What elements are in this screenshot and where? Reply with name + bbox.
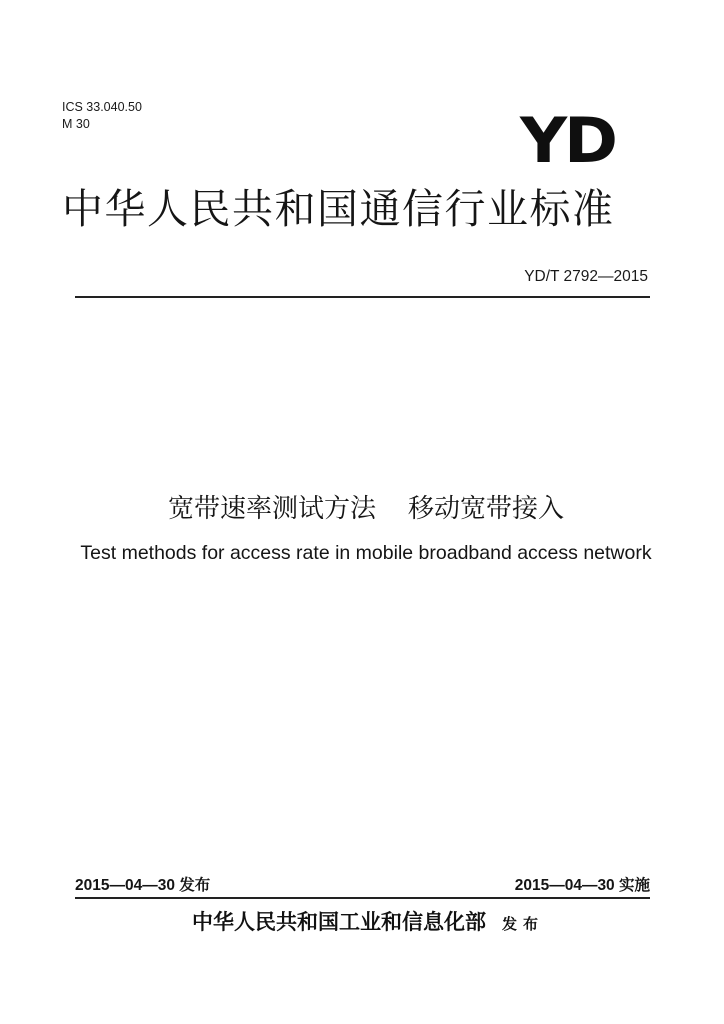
issuer-name: 中华人民共和国工业和信息化部 — [191, 909, 486, 934]
implementation-date: 2015—04—30 实施 — [514, 877, 650, 894]
document-title-english: Test methods for access rate in mobile broadband access network — [80, 542, 652, 564]
standard-category-title: 中华人民共和国通信行业标准 — [62, 185, 615, 233]
classification-codes — [62, 99, 142, 133]
title-sub-part: 移动宽带接入 — [408, 494, 565, 524]
top-divider — [75, 296, 650, 298]
issued-label: 发布 — [501, 915, 544, 933]
standard-number: YD/T 2792—2015 — [524, 268, 648, 285]
document-title-chinese — [0, 491, 724, 527]
ccs-code: M 30 — [62, 117, 90, 131]
ics-code: ICS 33.040.50 — [62, 100, 142, 114]
issue-date: 2015—04—30 发布 — [75, 877, 211, 894]
title-main-part: 宽带速率测试方法 — [167, 494, 376, 524]
bottom-divider — [75, 897, 650, 899]
issuing-authority — [0, 907, 724, 939]
yd-logo: YD — [520, 104, 615, 177]
